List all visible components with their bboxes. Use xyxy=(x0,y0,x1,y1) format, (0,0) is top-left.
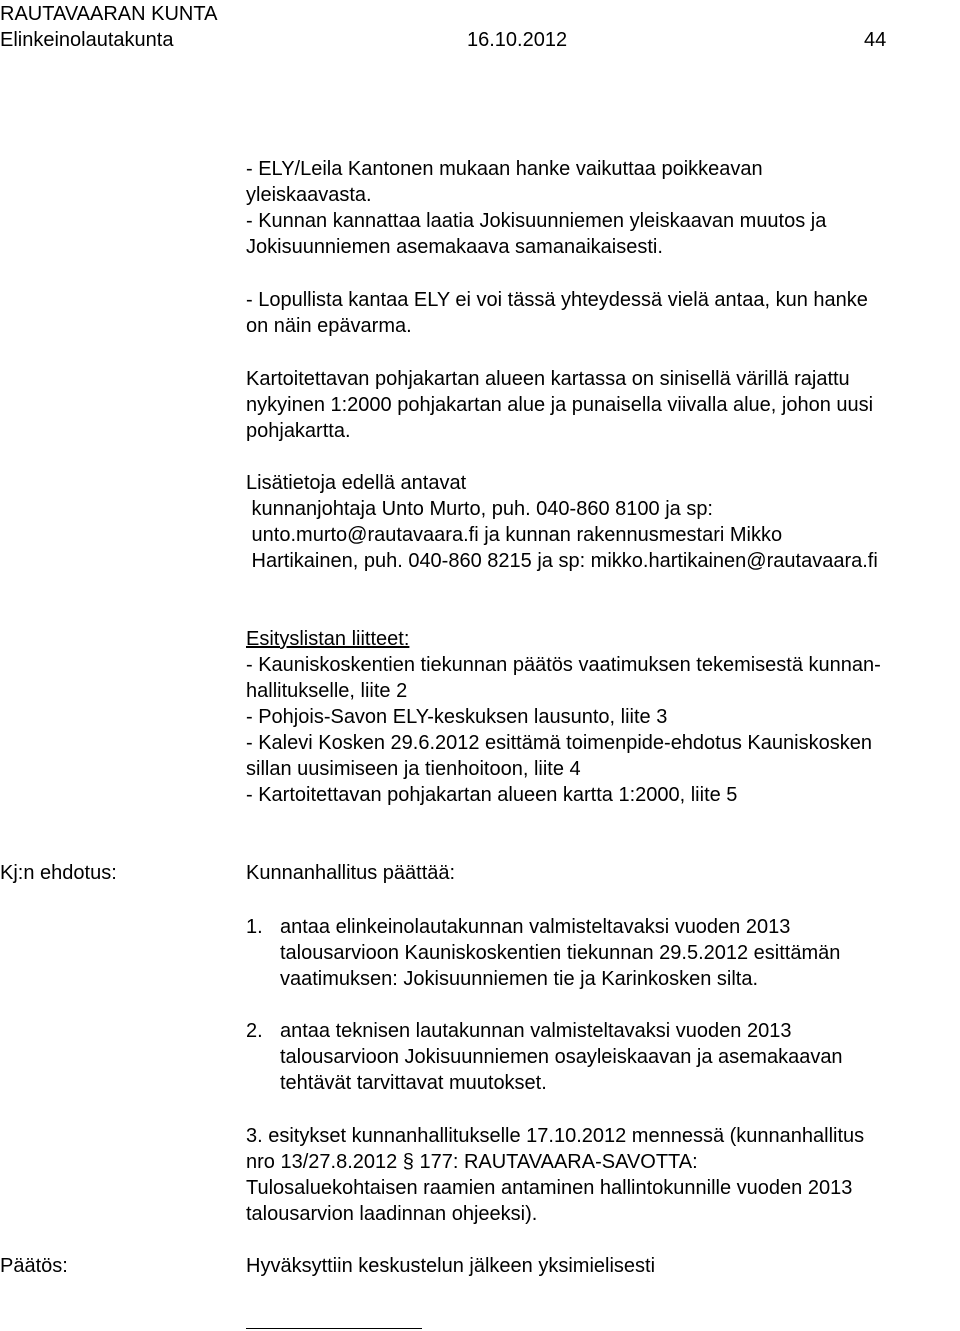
text-line: tehtävät tarvittavat muutokset. xyxy=(280,1072,547,1094)
attachment-line: sillan uusimiseen ja tienhoitoon, liite 4 xyxy=(246,758,581,780)
attachment-line: hallitukselle, liite 2 xyxy=(246,680,408,702)
text-line: - Kunnan kannattaa laatia Jokisuunniemen yleiskaavan muutos ja xyxy=(246,210,827,232)
text-line: on näin epävarma. xyxy=(246,315,412,337)
text-line: vaatimuksen: Jokisuunniemen tie ja Karinkosken silta. xyxy=(280,968,759,990)
attachments-section xyxy=(246,626,960,808)
proposal-label: Kj:n ehdotus: xyxy=(0,862,117,884)
text-line: kunnanjohtaja Unto Murto, puh. 040-860 8100 ja sp: xyxy=(246,498,713,520)
text-line: Lisätietoja edellä antavat xyxy=(246,472,467,494)
proposal-intro: Kunnanhallitus päättää: xyxy=(246,862,456,884)
attachment-line: - Pohjois-Savon ELY-keskuksen lausunto, liite 3 xyxy=(246,706,668,728)
proposal-item-1 xyxy=(246,914,960,992)
page-number: 44 xyxy=(864,29,887,51)
contact-info-paragraph xyxy=(246,470,960,574)
item-number: 2. xyxy=(246,1020,263,1042)
text-line: antaa elinkeinolautakunnan valmisteltavaksi vuoden 2013 xyxy=(280,916,791,938)
text-line: talousarvion laadinnan ohjeeksi). xyxy=(246,1203,538,1225)
item-number: 1. xyxy=(246,916,263,938)
decision-label: Päätös: xyxy=(0,1255,68,1277)
map-paragraph xyxy=(246,366,960,444)
proposal-item-3 xyxy=(246,1123,960,1227)
text-line: talousarvioon Jokisuunniemen osayleiskaavan ja asemakaavan xyxy=(280,1046,843,1068)
text-line: Hartikainen, puh. 040-860 8215 ja sp: mikko.hartikainen@rautavaara.fi xyxy=(246,550,878,572)
text-line: talousarvioon Kauniskoskentien tiekunnan 29.5.2012 esittämän xyxy=(280,942,841,964)
attachments-heading: Esityslistan liitteet: xyxy=(246,628,410,650)
attachment-line: - Kauniskoskentien tiekunnan päätös vaatimuksen tekemisestä kunnan- xyxy=(246,654,881,676)
decision-text: Hyväksyttiin keskustelun jälkeen yksimielisesti xyxy=(246,1255,656,1277)
text-line: 3. esitykset kunnanhallitukselle 17.10.2012 mennessä (kunnanhallitus xyxy=(246,1125,865,1147)
text-line: Jokisuunniemen asemakaava samanaikaisesti. xyxy=(246,236,663,258)
text-line: nykyinen 1:2000 pohjakartan alue ja punaisella viivalla alue, johon uusi xyxy=(246,394,874,416)
attachment-line: - Kalevi Kosken 29.6.2012 esittämä toimenpide-ehdotus Kauniskosken xyxy=(246,732,872,754)
signature-line xyxy=(246,1328,422,1329)
text-line: - Lopullista kantaa ELY ei voi tässä yhteydessä vielä antaa, kun hanke xyxy=(246,289,868,311)
meeting-date: 16.10.2012 xyxy=(467,29,568,51)
attachment-line: - Kartoitettavan pohjakartan alueen kartta 1:2000, liite 5 xyxy=(246,784,738,806)
final-position-paragraph xyxy=(246,287,960,339)
text-line: Tulosaluekohtaisen raamien antaminen hallintokunnille vuoden 2013 xyxy=(246,1177,853,1199)
text-line: antaa teknisen lautakunnan valmisteltavaksi vuoden 2013 xyxy=(280,1020,792,1042)
board-name: Elinkeinolautakunta xyxy=(0,29,174,51)
text-line: nro 13/27.8.2012 § 177: RAUTAVAARA-SAVOTTA: xyxy=(246,1151,698,1173)
text-line: - ELY/Leila Kantonen mukaan hanke vaikuttaa poikkeavan xyxy=(246,158,763,180)
text-line: unto.murto@rautavaara.fi ja kunnan rakennusmestari Mikko xyxy=(246,524,783,546)
municipality-name: RAUTAVAARAN KUNTA xyxy=(0,3,218,25)
text-line: Kartoitettavan pohjakartan alueen kartassa on sinisellä värillä rajattu xyxy=(246,368,850,390)
ely-paragraph xyxy=(246,156,960,260)
text-line: yleiskaavasta. xyxy=(246,184,372,206)
text-line: pohjakartta. xyxy=(246,420,351,442)
proposal-item-2 xyxy=(246,1018,960,1096)
